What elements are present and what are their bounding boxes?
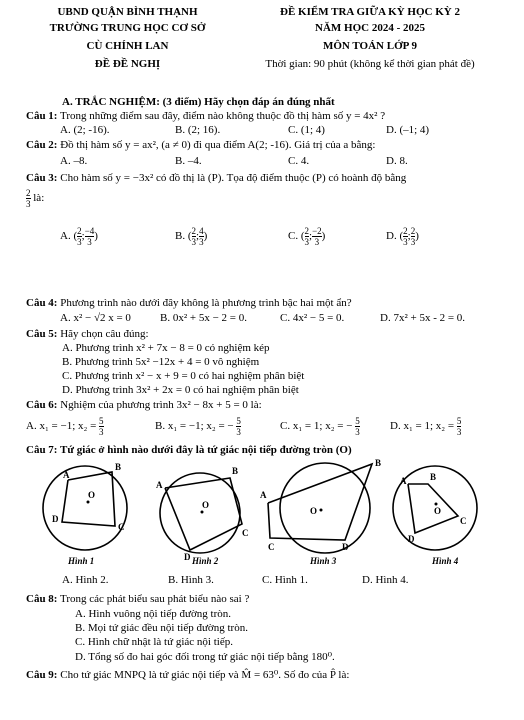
question-text: Tứ giác ở hình nào dưới đây là tứ giác nội tiếp đường tròn (O) [60,444,352,456]
question-text: Phương trình nào dưới đây không là phương trình bậc hai một ẩn? [60,297,352,309]
label-o: O [434,506,442,516]
q7-option-c[interactable]: C. Hình 1. [262,574,308,586]
label-o: O [202,500,210,510]
question-text: Hãy chọn câu đúng: [60,328,149,340]
label-o: O [310,506,318,516]
q3-fraction-line: $\frac{2}{3}$ là: [26,188,45,209]
question-number: Câu 9: [26,669,58,681]
q2-option-b[interactable]: B. –4. [175,155,202,167]
label-b: B [375,458,382,468]
header-left-line-1: UBND QUẬN BÌNH THẠNH [57,6,198,18]
q4-option-b[interactable]: B. 0x² + 5x − 2 = 0. [160,312,247,324]
label-a: A [156,480,163,490]
q7-option-d[interactable]: D. Hình 4. [362,574,409,586]
figure-1 [43,462,127,566]
question-number: Câu 4: [26,297,58,309]
q1-option-c[interactable]: C. (1; 4) [288,124,325,136]
question-9 [26,668,349,681]
label-b: B [232,466,239,476]
q4-option-c[interactable]: C. 4x² − 5 = 0. [280,312,345,324]
figure-label: Hình 2 [192,556,219,566]
figure-label: Hình 1 [68,556,95,566]
q8-option-b[interactable]: B. Mọi tứ giác đều nội tiếp đường tròn. [75,622,248,634]
figure-label: Hình 3 [310,556,337,566]
q8-option-d[interactable]: D. Tổng số đo hai góc đối trong tứ giác nội tiếp bằng 180⁰. [75,651,335,663]
center-point [320,509,323,512]
question-3 [26,172,406,184]
header-right-line-3: MÔN TOÁN LỚP 9 [322,40,418,52]
question-text: Cho hàm số y = −3x² có đồ thị là (P). Tọa độ điểm thuộc (P) có hoành độ bằng [60,172,407,184]
question-6 [26,399,262,411]
q6-option-a[interactable]: A. x₁ = −1; x₂ = $\frac{5}{3}$ [26,416,104,437]
q5-option-b[interactable]: B. Phương trình 5x² −12x + 4 = 0 vô nghiệm [62,356,260,368]
label-a: A [63,470,70,480]
question-text: Cho tứ giác MNPQ là tứ giác nội tiếp và M̂ = 63⁰. Số đo của P̂ là: [60,669,350,681]
figure-2 [156,466,249,566]
header-right-line-4: Thời gian: 90 phút (không kể thời gian phát đề) [265,58,475,70]
question-number: Câu 6: [26,399,58,411]
header-left-line-3: CÙ CHÍNH LAN [86,40,169,52]
label-c: C [242,528,249,538]
label-c: C [460,516,467,526]
q5-option-a[interactable]: A. Phương trình x² + 7x − 8 = 0 có nghiệm kép [62,342,270,354]
question-2 [26,139,375,151]
header-right-line-2: NĂM HỌC 2024 - 2025 [315,22,425,34]
label-o: O [88,490,96,500]
q3-option-c[interactable]: C. ( $\frac{2}{3}$ ; $\frac{-2}{3}$ ) [288,226,326,247]
q1-option-d[interactable]: D. (–1; 4) [386,124,430,136]
q1-option-a[interactable]: A. (2; -16). [60,124,110,136]
label-c: C [268,542,275,552]
question-text: Đồ thị hàm số y = ax², (a ≠ 0) đi qua điểm A(2; -16). Giá trị của a bằng: [60,139,376,151]
label-d: D [342,542,349,552]
label-d: D [184,552,191,562]
q2-option-c[interactable]: C. 4. [288,155,310,167]
circle-o [160,473,240,553]
q7-option-b[interactable]: B. Hình 3. [168,574,214,586]
question-text: Trong những điểm sau đây, điểm nào không thuộc đồ thị hàm số y = 4x² ? [60,110,386,122]
question-text: Trong các phát biểu sau phát biểu nào sai ? [60,593,250,605]
q2-option-a[interactable]: A. –8. [60,155,88,167]
q5-option-d[interactable]: D. Phương trình 3x² + 2x = 0 có hai nghiệm phân biệt [62,384,299,396]
question-8 [26,593,249,605]
q8-option-c[interactable]: C. Hình chữ nhật là tứ giác nội tiếp. [75,636,233,648]
q7-figures [20,458,500,573]
label-b: B [430,472,437,482]
q1-option-b[interactable]: B. (2; 16). [175,124,221,136]
question-5 [26,328,149,340]
question-number: Câu 2: [26,139,58,151]
quadrilateral [408,484,458,533]
label-c: C [118,522,125,532]
question-number: Câu 5: [26,328,58,340]
q3-option-b[interactable]: B. ( $\frac{2}{3}$ ; $\frac{4}{3}$ ) [175,226,208,247]
header-right-line-1: ĐỀ KIỂM TRA GIỮA KỲ HỌC KỲ 2 [280,6,460,18]
section-title: A. TRẮC NGHIỆM: (3 điểm) Hãy chọn đáp án đúng nhất [62,96,335,108]
question-number: Câu 3: [26,172,58,184]
header-left-line-4: ĐỀ ĐỀ NGHỊ [94,58,161,70]
q6-option-c[interactable]: C. x₁ = 1; x₂ = − $\frac{5}{3}$ [280,416,360,437]
question-number: Câu 7: [26,444,58,456]
label-d: D [408,534,415,544]
figure-4 [393,466,477,566]
question-number: Câu 8: [26,593,58,605]
center-point [201,511,204,514]
q3-option-a[interactable]: A. ( $\frac{2}{3}$ ; $\frac{-4}{3}$ ) [60,226,98,247]
q7-option-a[interactable]: A. Hình 2. [62,574,109,586]
center-point [87,501,90,504]
q2-option-d[interactable]: D. 8. [386,155,408,167]
q5-option-c[interactable]: C. Phương trình x² − x + 9 = 0 có hai nghiệm phân biệt [62,370,305,382]
question-1 [26,110,385,122]
label-a: A [400,476,407,486]
q4-option-d[interactable]: D. 7x² + 5x - 2 = 0. [380,312,466,324]
question-4 [26,297,352,309]
label-b: B [115,462,122,472]
figure-3 [260,458,381,566]
question-7 [26,444,352,456]
header-left-line-2: TRƯỜNG TRUNG HỌC CƠ SỞ [49,22,206,34]
question-text: Nghiệm của phương trình 3x² − 8x + 5 = 0 là: [60,399,262,411]
q6-option-d[interactable]: D. x₁ = 1; x₂ = $\frac{5}{3}$ [390,416,462,437]
q3-option-d[interactable]: D. ( $\frac{2}{3}$ ; $\frac{2}{3}$ ) [386,226,419,247]
q8-option-a[interactable]: A. Hình vuông nội tiếp đường tròn. [75,608,231,620]
question-number: Câu 1: [26,110,58,122]
figure-label: Hình 4 [432,556,459,566]
q6-option-b[interactable]: B. x₁ = −1; x₂ = − $\frac{5}{3}$ [155,416,241,437]
label-a: A [260,490,267,500]
q4-option-a[interactable]: A. x² − √2 x = 0 [60,312,131,324]
label-d: D [52,514,59,524]
